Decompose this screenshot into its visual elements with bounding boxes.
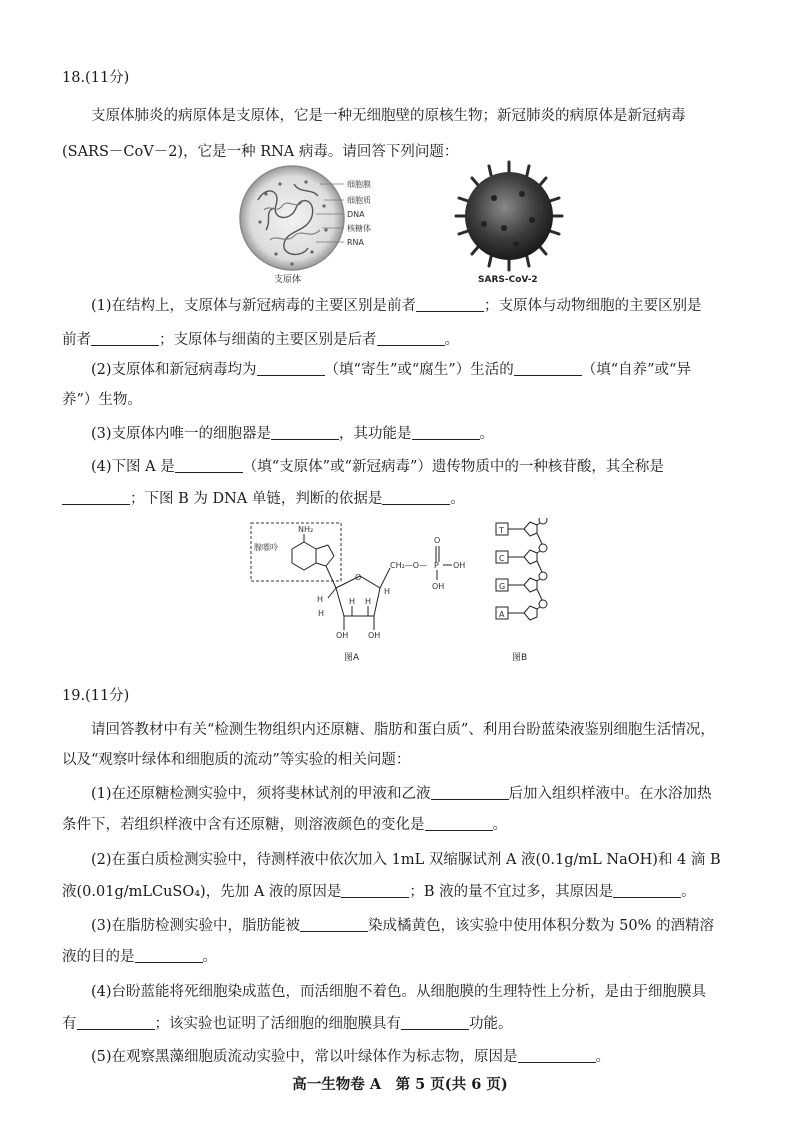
q19-number: 19.(11分): [62, 688, 130, 704]
q19-p1-text-a: (1)在还原糖检测实验中，须将斐林试剂的甲液和乙液: [91, 786, 431, 802]
deoxyribose-ring: [524, 550, 537, 564]
answer-blank[interactable]: [613, 883, 681, 899]
h-atom-5: H: [384, 587, 391, 596]
backbone-link: [537, 561, 542, 572]
deoxyribose-ring: [524, 606, 537, 620]
h-atom-3: H: [349, 597, 356, 606]
q18-part2-line2: 养”）生物。: [62, 392, 142, 408]
phosphate-oh-2: OH: [432, 582, 445, 591]
base-letter-c: C: [499, 554, 505, 563]
q18-p1-text-e: 。: [444, 332, 459, 348]
answer-blank[interactable]: [300, 917, 368, 933]
answer-blank[interactable]: [412, 425, 480, 441]
label-dna: DNA: [347, 210, 365, 219]
answer-blank[interactable]: [91, 331, 159, 347]
oh-group-2: OH: [368, 631, 381, 640]
q18-p1-text-b: ；支原体与动物细胞的主要区别是: [484, 298, 702, 314]
q18-p4-text-a: (4)下图 A 是: [91, 459, 175, 475]
answer-blank[interactable]: [416, 297, 484, 313]
q19-part5: [62, 1045, 752, 1066]
backbone-link: [537, 589, 542, 600]
answer-blank[interactable]: [135, 948, 203, 964]
mycoplasma-figure: [236, 160, 416, 288]
ring-oxygen: O: [355, 573, 362, 582]
adenine-label: 腺嘌呤: [254, 543, 278, 552]
q19-part4-line2: [62, 1012, 752, 1033]
mycoplasma-caption: 支原体: [274, 275, 302, 285]
label-ribosome: 核糖体: [347, 224, 371, 233]
h-atom-2: H: [318, 609, 325, 618]
q18-part3: [62, 422, 752, 443]
phosphate-group: [539, 600, 547, 608]
q19-p1-text-c: 条件下，若组织样液中含有还原糖，则溶液颜色的变化是: [62, 817, 425, 833]
phosphodiester-bond: [537, 551, 540, 553]
answer-blank[interactable]: [257, 361, 325, 377]
q19-p3-text-a: (3)在脂肪检测实验中，脂肪能被: [91, 918, 301, 934]
phosphate-group: [539, 518, 547, 524]
q19-p2-text-b: 液(0.01g/mLCuSO₄)，先加 A 液的原因是: [62, 884, 342, 900]
sars-cov-2-figure: [444, 158, 574, 286]
answer-blank[interactable]: [518, 1048, 596, 1064]
q19-p2-text-c: ；B 液的量不宜过多，其原因是: [409, 884, 614, 900]
q18-part1-line1: [62, 294, 752, 315]
oh-group-1: OH: [336, 631, 349, 640]
q18-p1-text-a: (1)在结构上，支原体与新冠病毒的主要区别是前者: [91, 298, 417, 314]
q18-p4-text-d: 。: [450, 491, 465, 507]
q19-p4-text-b: 有: [62, 1016, 77, 1032]
phosphodiester-bond: [537, 607, 540, 609]
answer-blank[interactable]: [401, 1015, 469, 1031]
answer-blank[interactable]: [341, 883, 409, 899]
q18-p3-text-a: (3)支原体内唯一的细胞器是: [91, 426, 272, 442]
q19-intro-line2: 以及“观察叶绿体和细胞质的流动”等实验的相关问题：: [62, 752, 411, 768]
answer-blank[interactable]: [425, 816, 493, 832]
answer-blank[interactable]: [77, 1015, 155, 1031]
deoxyribose-ring: [524, 578, 537, 592]
q18-p1-text-d: ；支原体与细菌的主要区别是后者: [159, 332, 377, 348]
q19-part3-line2: [62, 945, 752, 966]
q18-intro-line2: (SARS－CoV－2)，它是一种 RNA 病毒。请回答下列问题：: [62, 144, 459, 160]
phosphorus-label: P: [434, 561, 439, 570]
phosphate-group: [539, 572, 547, 580]
q18-p4-text-c: ；下图 B 为 DNA 单链，判断的依据是: [130, 491, 383, 507]
q19-p3-text-d: 。: [202, 949, 217, 965]
q19-p4-text-c: ；该实验也证明了活细胞的细胞膜具有: [154, 1016, 401, 1032]
answer-blank[interactable]: [431, 785, 509, 801]
base-letter-g: G: [499, 582, 506, 591]
label-rna: RNA: [347, 238, 365, 247]
ch2o-group: CH₂—O—: [390, 561, 428, 570]
phosphate-group: [539, 544, 547, 552]
q18-part4-line2: [62, 487, 752, 508]
answer-blank[interactable]: [175, 458, 243, 474]
base-letter-a: A: [499, 610, 505, 619]
q18-p3-text-c: 。: [479, 426, 495, 442]
q18-intro-line1: 支原体肺炎的病原体是支原体，它是一种无细胞壁的原核生物；新冠肺炎的病原体是新冠病毒: [91, 108, 686, 124]
h-atom-4: H: [365, 597, 372, 606]
figure-a-nucleotide: [248, 518, 478, 666]
answer-blank[interactable]: [382, 490, 450, 506]
base-letter-t: T: [499, 526, 504, 535]
page-footer: 高一生物卷 A 第 5 页(共 6 页): [292, 1076, 508, 1093]
q19-p5-text-b: 。: [595, 1049, 611, 1065]
q18-p1-text-c: 前者: [62, 332, 91, 348]
nh2-label: NH₂: [298, 525, 314, 534]
deoxyribose-ring: [524, 522, 537, 536]
answer-blank[interactable]: [62, 490, 130, 506]
figure-b-dna-strand: [490, 518, 570, 666]
q18-p2-text-a: (2)支原体和新冠病毒均为: [91, 362, 257, 378]
q19-p1-text-d: 。: [492, 817, 507, 833]
h-atom-1: H: [317, 595, 324, 604]
q19-intro-line1: 请回答教材中有关“检测生物组织内还原糖、脂肪和蛋白质”、利用台盼蓝染液鉴别细胞生活情况，: [91, 722, 715, 738]
answer-blank[interactable]: [271, 425, 339, 441]
backbone-link: [537, 533, 542, 544]
label-cytoplasm: 细胞质: [347, 196, 371, 205]
q18-p2-text-c: （填“自养”或“异: [581, 362, 691, 378]
q19-part3-line1: [62, 914, 752, 935]
figure-b-caption: 图B: [512, 653, 528, 663]
figure-a-caption: 图A: [344, 653, 360, 663]
q18-part2-line1: [62, 358, 752, 379]
q19-p1-text-b: 后加入组织样液中。在水浴加热: [508, 786, 712, 802]
sars-cov-2-caption: SARS-CoV-2: [478, 275, 538, 285]
q19-p2-text-d: 。: [681, 884, 696, 900]
phosphate-oh-1: OH: [453, 561, 466, 570]
q19-part1-line2: [62, 813, 752, 834]
q19-part2-line2: [62, 880, 752, 901]
q19-part1-line1: [62, 782, 752, 803]
label-cell-membrane: 细胞膜: [347, 180, 371, 189]
q18-part1-line2: [62, 328, 752, 349]
phosphate-oxygen: O: [434, 536, 441, 545]
q18-p2-text-b: （填“寄生”或“腐生”）生活的: [324, 362, 514, 378]
q19-part2-line1: (2)在蛋白质检测实验中，待测样液中依次加入 1mL 双缩脲试剂 A 液(0.1g/mL NaOH)和 4 滴 B: [91, 852, 721, 868]
answer-blank[interactable]: [377, 331, 445, 347]
answer-blank[interactable]: [514, 361, 582, 377]
phosphodiester-bond: [537, 523, 540, 525]
q18-part4-line1: [62, 455, 752, 476]
q18-p4-text-b: （填“支原体”或“新冠病毒”）遗传物质中的一种核苷酸，其全称是: [242, 459, 664, 475]
q19-p5-text-a: (5)在观察黑藻细胞质流动实验中，常以叶绿体作为标志物，原因是: [91, 1049, 518, 1065]
q19-part4-line1: (4)台盼蓝能将死细胞染成蓝色，而活细胞不着色。从细胞膜的生理特性上分析，是由于细胞膜具: [91, 984, 707, 1000]
q19-p3-text-c: 液的目的是: [62, 949, 135, 965]
phosphodiester-bond: [537, 579, 540, 581]
q19-p3-text-b: 染成橘黄色，该实验中使用体积分数为 50% 的酒精溶: [368, 918, 714, 934]
q18-p3-text-b: ，其功能是: [339, 426, 412, 442]
q18-number: 18.(11分): [62, 70, 130, 86]
q19-p4-text-d: 功能。: [469, 1016, 513, 1032]
